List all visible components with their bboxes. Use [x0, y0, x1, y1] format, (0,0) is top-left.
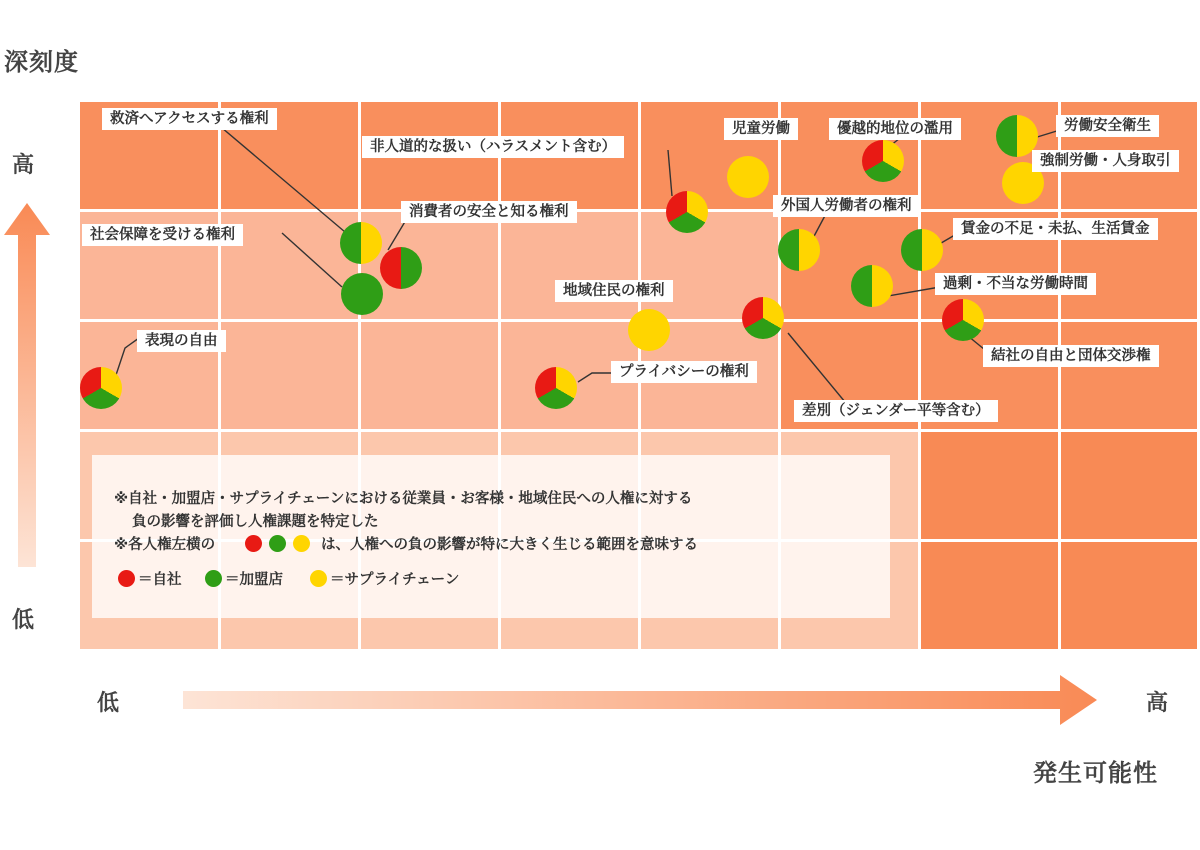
- point-label-freedom-of-association: 結社の自由と団体交渉権: [983, 345, 1159, 367]
- y-axis-title: 深刻度: [4, 48, 79, 76]
- point-label-discrimination: 差別（ジェンダー平等含む）: [794, 400, 998, 422]
- x-axis-low-label: 低: [97, 691, 120, 716]
- grid-cell: [361, 322, 498, 429]
- pie-marker: [628, 309, 670, 351]
- point-label-remedy: 救済へアクセスする権利: [102, 108, 277, 130]
- grid-cell: [1061, 322, 1197, 429]
- point-label-foreign-workers: 外国人労働者の権利: [773, 195, 920, 217]
- pie-marker: [851, 265, 893, 307]
- legend-franchise: ＝加盟店: [225, 572, 283, 588]
- legend-red-dot-icon: [118, 570, 135, 587]
- point-label-expression: 表現の自由: [137, 330, 226, 352]
- point-label-child-labor: 児童労働: [724, 118, 798, 140]
- legend-own-company: ＝自社: [138, 572, 182, 588]
- pie-marker: [380, 247, 422, 289]
- pie-marker: [862, 140, 904, 182]
- grid-cell: [1061, 542, 1197, 649]
- point-label-occupational-safety: 労働安全衛生: [1056, 115, 1159, 137]
- notes-box: [92, 455, 890, 618]
- grid-cell: [1061, 432, 1197, 539]
- pie-marker: [727, 156, 769, 198]
- point-label-social-security: 社会保障を受ける権利: [82, 224, 243, 246]
- point-label-consumer-safety: 消費者の安全と知る権利: [401, 201, 577, 223]
- grid-cell: [921, 432, 1058, 539]
- y-axis-low-label: 低: [12, 608, 35, 633]
- note-line-3-start: ※各人権左横の: [114, 537, 216, 553]
- pie-marker: [901, 229, 943, 271]
- pie-marker: [341, 273, 383, 315]
- legend-yellow-dot-icon: [310, 570, 327, 587]
- yellow-dot-icon: [293, 535, 310, 552]
- legend-supply-chain: ＝サプライチェーン: [330, 572, 460, 588]
- red-dot-icon: [245, 535, 262, 552]
- x-axis-arrow: [175, 670, 1105, 730]
- point-label-working-hours: 過剰・不当な労働時間: [935, 273, 1096, 295]
- pie-marker: [80, 367, 122, 409]
- point-label-wages: 賃金の不足・未払、生活賃金: [953, 218, 1158, 240]
- green-dot-icon: [269, 535, 286, 552]
- legend-green-dot-icon: [205, 570, 222, 587]
- pie-marker: [778, 229, 820, 271]
- x-axis-title: 発生可能性: [1033, 759, 1158, 787]
- point-label-abuse-of-position: 優越的地位の濫用: [829, 118, 961, 140]
- pie-marker: [340, 222, 382, 264]
- point-label-community: 地域住民の権利: [555, 280, 673, 302]
- grid-cell: [501, 212, 638, 319]
- pie-marker: [535, 367, 577, 409]
- grid-cell: [921, 542, 1058, 649]
- y-axis-arrow: [0, 195, 60, 575]
- pie-marker: [942, 299, 984, 341]
- note-line-3-end: は、人権への負の影響が特に大きく生じる範囲を意味する: [321, 537, 698, 553]
- point-label-privacy: プライバシーの権利: [611, 361, 757, 383]
- point-label-harassment: 非人道的な扱い（ハラスメント含む）: [362, 136, 624, 158]
- pie-marker: [742, 297, 784, 339]
- pie-marker: [666, 191, 708, 233]
- note-line-2: 負の影響を評価し人権課題を特定した: [132, 514, 379, 530]
- grid-cell: [221, 322, 358, 429]
- y-axis-high-label: 高: [12, 153, 35, 178]
- note-line-1: ※自社・加盟店・サプライチェーンにおける従業員・お客様・地域住民への人権に対する: [114, 491, 693, 507]
- point-label-forced-labor: 強制労働・人身取引: [1032, 150, 1179, 172]
- x-axis-high-label: 高: [1146, 691, 1169, 716]
